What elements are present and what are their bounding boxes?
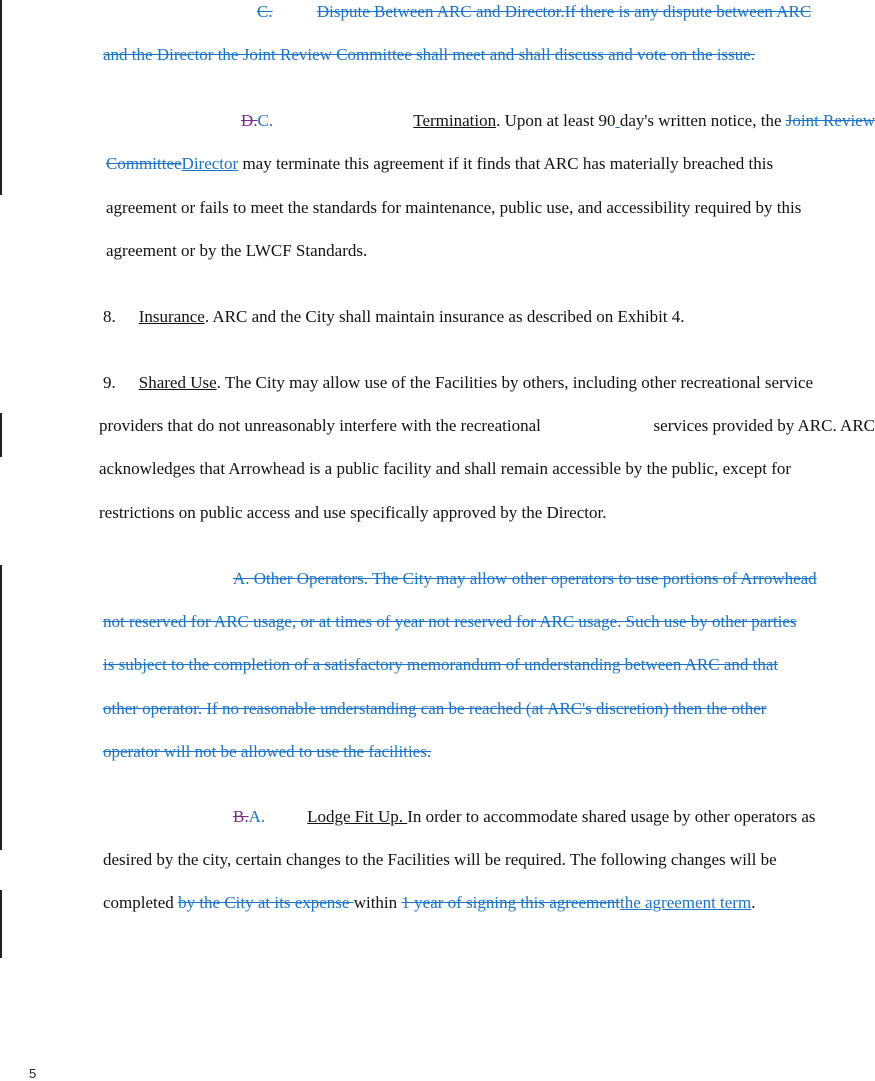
termination-line-2: CommitteeDirector may terminate this agreement if it finds that ARC has materially breached this [106,154,774,173]
section-9-line-4: restrictions on public access and use specifically approved by the Director. [99,503,607,522]
change-bar [0,413,2,457]
lodge-line-3: completed by the City at its expense within 1 year of signing this agreementthe agreement term. [103,893,756,912]
lodge-line-2: desired by the city, certain changes to the Facilities will be required. The following changes will be [103,850,777,869]
paragraph-c-letter: C. [257,2,273,21]
section-8-number: 8. [103,307,116,326]
new-letter: C. [257,111,274,130]
paragraph-c-line-1 [103,1,875,23]
section-9-line-3: acknowledges that Arrowhead is a public facility and shall remain accessible by the public, except for [99,459,792,478]
termination-line-3: agreement or fails to meet the standards for maintenance, public use, and accessibility required by this [106,198,802,217]
section-8: 8. Insurance. ARC and the City shall maintain insurance as described on Exhibit 4. [103,307,685,326]
change-bar [0,0,2,195]
new-letter: A. [248,807,266,826]
other-operators-line-1: A. Other Operators. The City may allow other operators to use portions of Arrowhead [233,569,817,588]
section-9-line-1: 9. Shared Use. The City may allow use of the Facilities by others, including other recreational service [103,373,814,392]
section-8-title: Insurance [138,307,205,326]
lodge-line-1: B.A. Lodge Fit Up. In order to accommodate shared usage by other operators as [233,807,816,826]
lodge-title: Lodge Fit Up. [307,807,408,826]
section-9-line-2: providers that do not unreasonably interfere with the recreational services provided by ARC. ARC [99,416,875,435]
change-bar [0,890,2,958]
page-number: 5 [29,1066,37,1081]
other-operators-line-4: other operator. If no reasonable understanding can be reached (at ARC's discretion) then the other [103,699,767,718]
other-operators-line-2: not reserved for ARC usage, or at times of year not reserved for ARC usage. Such use by other parties [103,612,797,631]
section-9-title: Shared Use [138,373,217,392]
termination-line-1: D.C. Termination. Upon at least 90 day's written notice, the Joint Review [241,111,875,130]
old-letter: D. [241,111,258,130]
paragraph-c-text: If there is any dispute between ARC [564,2,812,21]
paragraph-c-title: Dispute Between ARC and Director. [316,2,565,21]
change-bar [0,565,2,850]
paragraph-c-line-2: and the Director the Joint Review Committee shall meet and shall discuss and vote on the issue. [103,45,756,64]
other-operators-line-3: is subject to the completion of a satisfactory memorandum of understanding between ARC and that [103,655,779,674]
section-9-number: 9. [103,373,116,392]
other-operators-line-5: operator will not be allowed to use the facilities. [103,742,432,761]
termination-line-4: agreement or by the LWCF Standards. [106,241,368,260]
old-letter: B. [233,807,249,826]
termination-title: Termination [413,111,497,130]
